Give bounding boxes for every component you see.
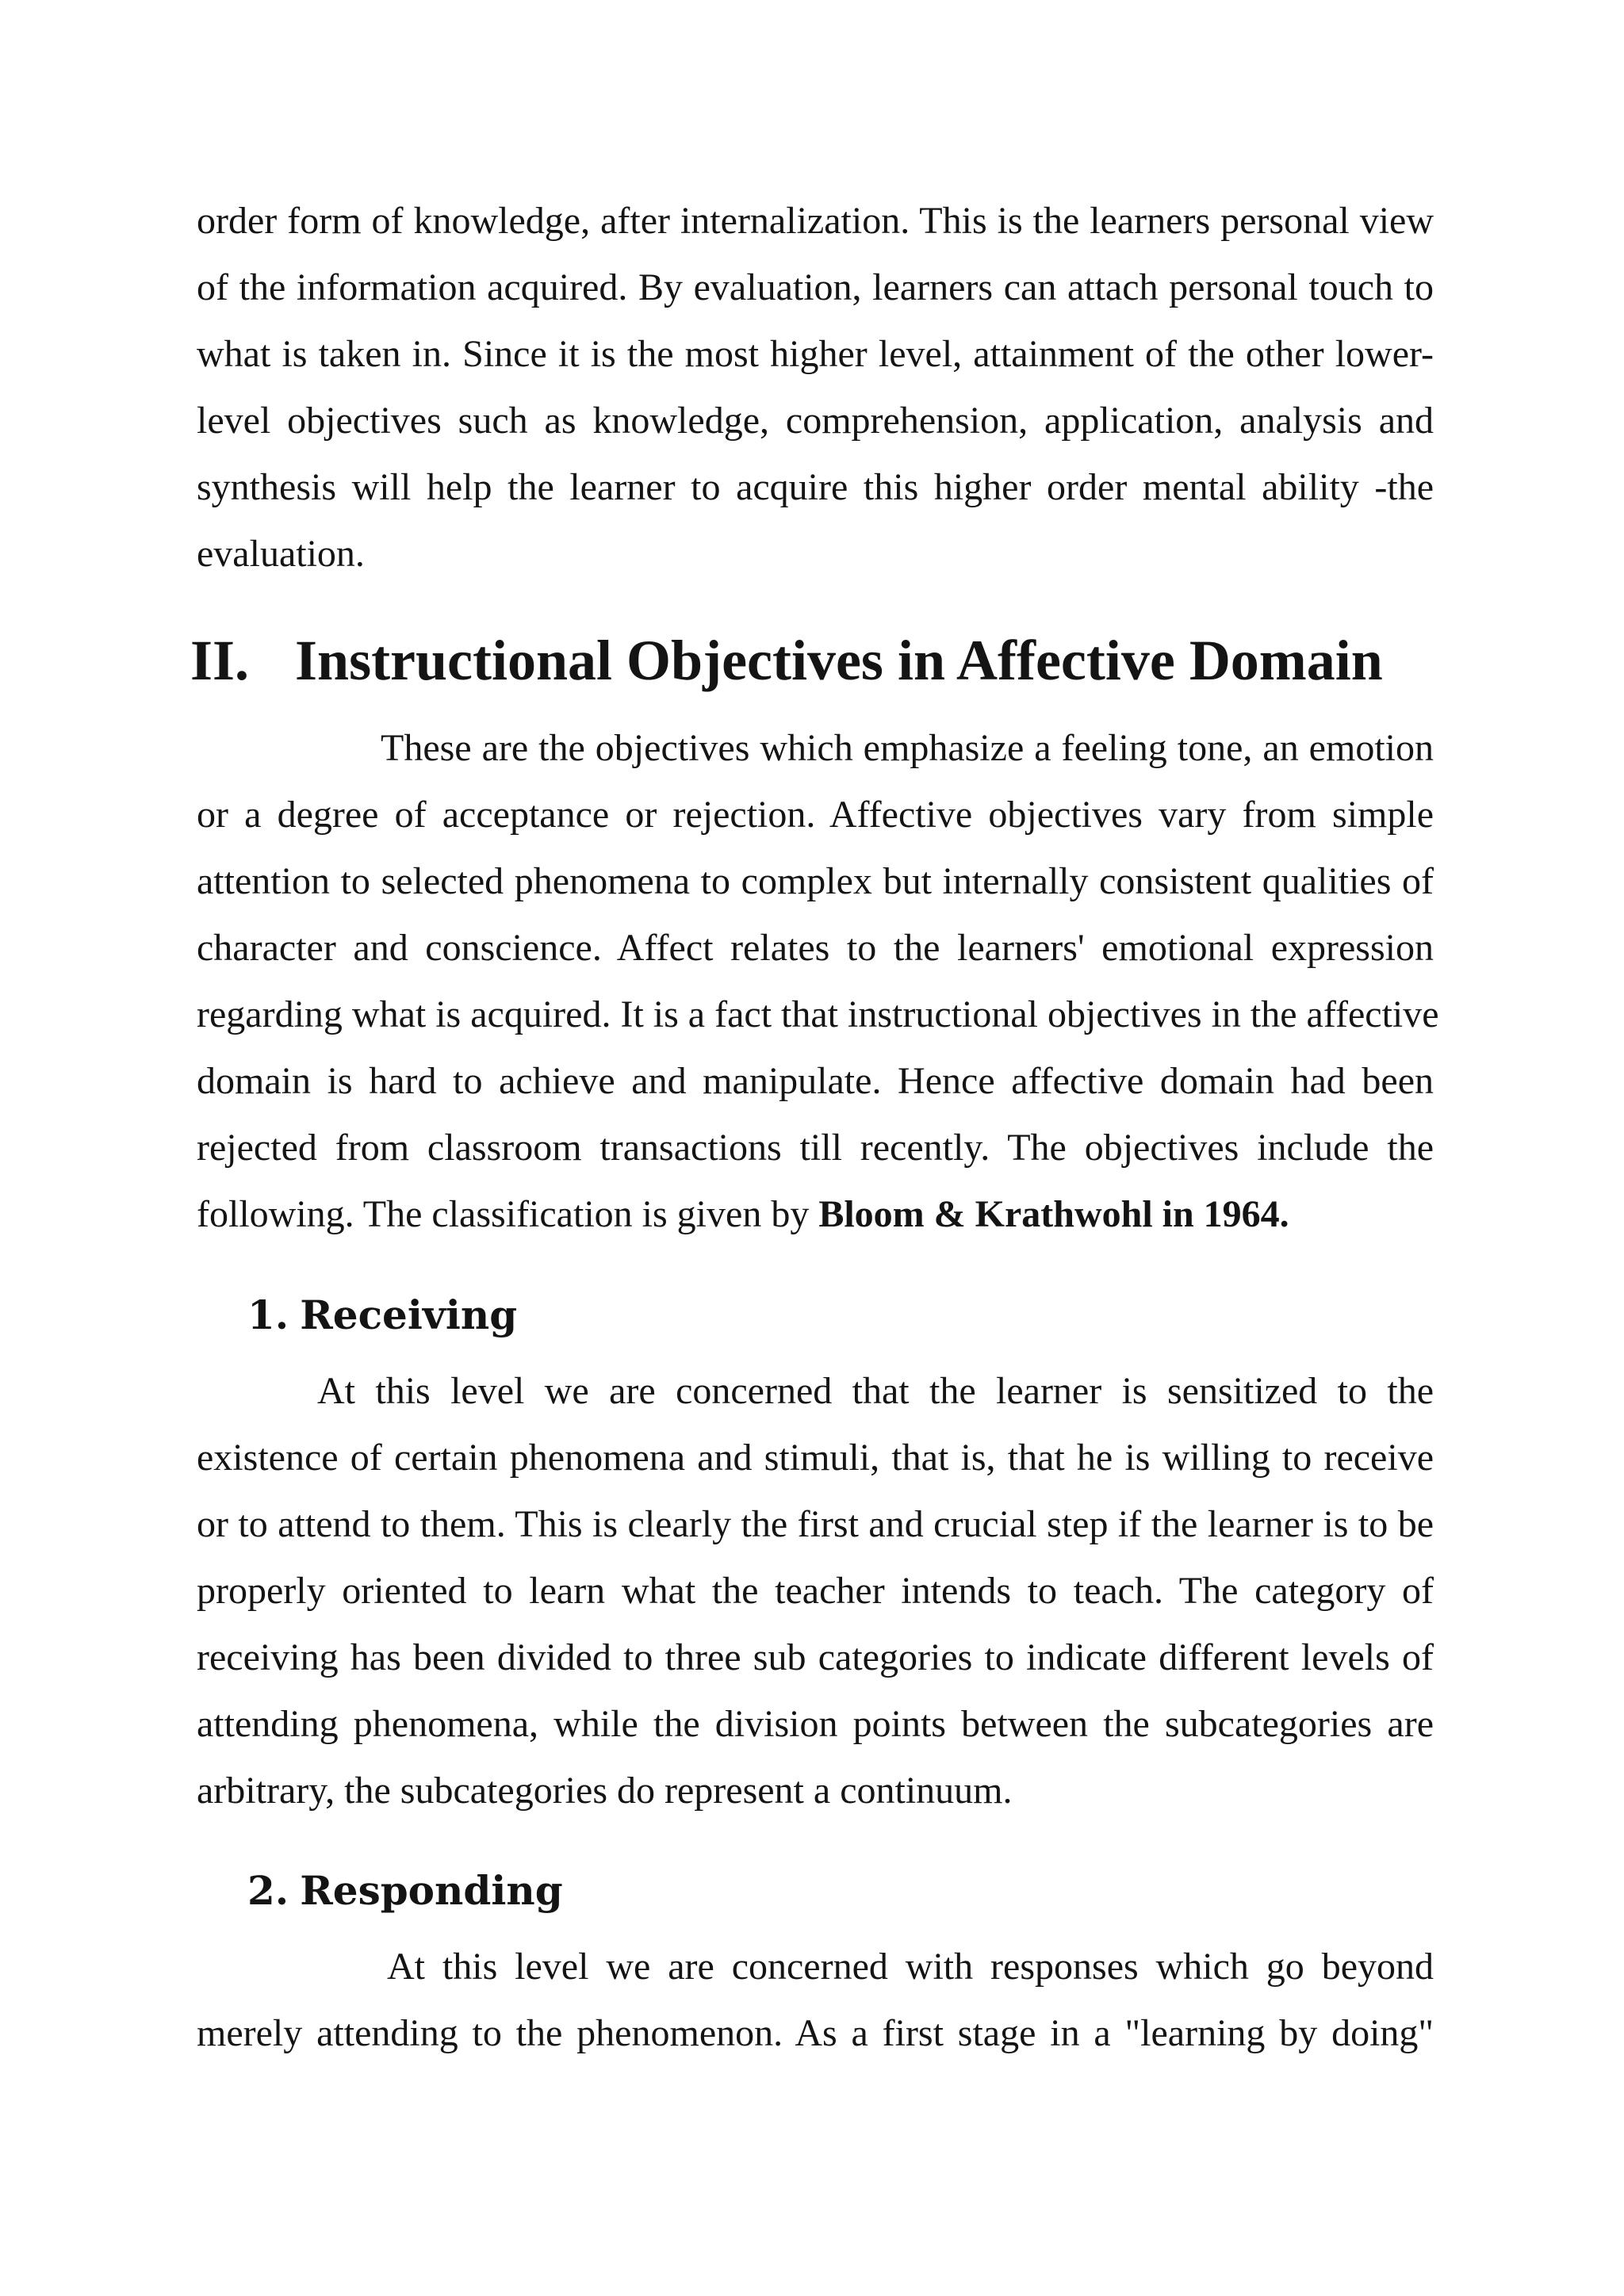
responding-number: 2.	[247, 1867, 289, 1914]
section-number: II.	[190, 629, 250, 692]
receiving-title: Receiving	[300, 1292, 518, 1338]
paragraph-line: These are the objectives which emphasize a feeling tone, an emotion	[381, 727, 1434, 769]
paragraph-line: attention to selected phenomena to complex but internally consistent qualities of	[197, 860, 1434, 902]
receiving-number: 1.	[247, 1292, 289, 1338]
paragraph-line: of the information acquired. By evaluation, learners can attach personal touch to	[197, 266, 1434, 308]
paragraph-line: what is taken in. Since it is the most higher level, attainment of the other lower-	[197, 333, 1434, 375]
paragraph-line	[197, 1181, 1434, 1248]
paragraph-line: arbitrary, the subcategories do represent a continuum.	[197, 1770, 1013, 1812]
responding-title: Responding	[300, 1867, 563, 1914]
section-title: Instructional Objectives in Affective Domain	[295, 629, 1383, 692]
citation-bold: Bloom & Krathwohl in 1964.	[818, 1193, 1289, 1235]
paragraph-line: existence of certain phenomena and stimuli, that is, that he is willing to receive	[197, 1437, 1434, 1479]
paragraph-line: evaluation.	[197, 533, 365, 575]
paragraph-line: domain is hard to achieve and manipulate. Hence affective domain had been	[197, 1060, 1434, 1102]
paragraph-line: character and conscience. Affect relates to the learners' emotional expression	[197, 927, 1434, 969]
receiving-heading	[247, 1288, 517, 1343]
receiving-paragraph	[197, 1358, 1434, 1824]
paragraph-line: order form of knowledge, after internalization. This is the learners personal view	[197, 200, 1434, 242]
section-heading	[190, 622, 1383, 698]
paragraph-text: following. The classification is given by	[197, 1193, 819, 1235]
paragraph-line: regarding what is acquired. It is a fact that instructional objectives in the affective	[197, 993, 1439, 1035]
paragraph-line: At this level we are concerned that the learner is sensitized to the	[317, 1370, 1434, 1412]
paragraph-line: receiving has been divided to three sub categories to indicate different levels of	[197, 1636, 1434, 1678]
paragraph-line: merely attending to the phenomenon. As a first stage in a "learning by doing"	[197, 2012, 1434, 2054]
responding-heading	[247, 1863, 563, 1919]
paragraph-line: rejected from classroom transactions till recently. The objectives include the	[197, 1127, 1434, 1169]
paragraph-line: attending phenomena, while the division points between the subcategories are	[197, 1703, 1434, 1745]
paragraph-line: or a degree of acceptance or rejection. Affective objectives vary from simple	[197, 794, 1434, 836]
paragraph-line: synthesis will help the learner to acquire this higher order mental ability -the	[197, 466, 1434, 508]
paragraph-line: properly oriented to learn what the teacher intends to teach. The category of	[197, 1570, 1434, 1612]
affective-paragraph	[197, 715, 1439, 1248]
intro-paragraph	[197, 188, 1434, 587]
paragraph-line: level objectives such as knowledge, comprehension, application, analysis and	[197, 400, 1434, 442]
paragraph-line: or to attend to them. This is clearly the first and crucial step if the learner is to be	[197, 1503, 1434, 1545]
responding-paragraph	[197, 1934, 1434, 2067]
paragraph-line: At this level we are concerned with responses which go beyond	[387, 1946, 1434, 1988]
